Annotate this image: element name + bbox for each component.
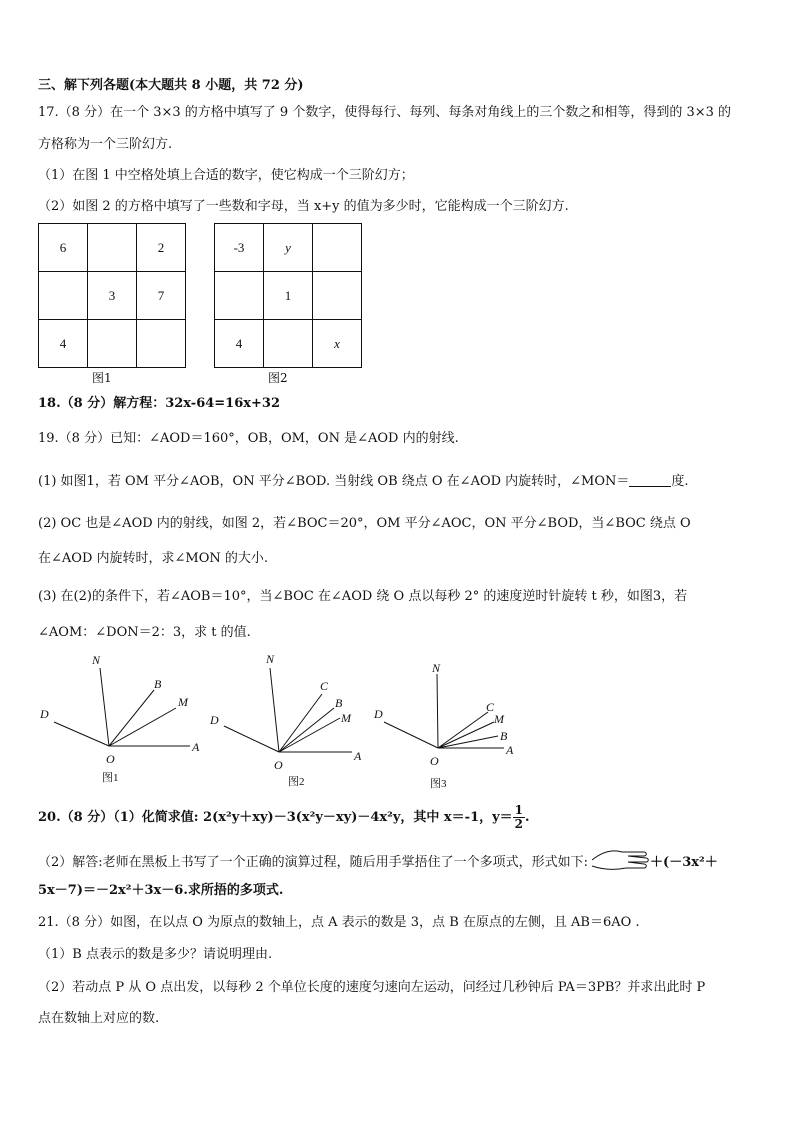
ray-OD	[54, 722, 109, 746]
fraction-denominator: 2	[514, 817, 524, 831]
label-B: B	[335, 696, 343, 710]
ray-ON	[437, 674, 438, 748]
grid1-cell: 6	[39, 224, 88, 272]
magic-square-1	[38, 223, 186, 368]
label-C: C	[320, 679, 329, 693]
label-M: M	[341, 711, 351, 725]
ray-OM	[279, 718, 340, 752]
q20-part1-end: .	[525, 810, 530, 825]
grid2-cell	[313, 272, 362, 320]
grid1-cell: 7	[137, 272, 186, 320]
q19-part2b: 在∠AOD 内旋转时，求∠MON 的大小.	[38, 551, 268, 566]
q21-part2b: 点在数轴上对应的数.	[38, 1011, 160, 1026]
grid1-cell: 3	[88, 272, 137, 320]
q20-part1	[38, 804, 530, 831]
ray-OD	[384, 722, 438, 748]
label-O: O	[430, 754, 439, 768]
ray-OM	[438, 722, 494, 748]
grid2-cell: 1	[264, 272, 313, 320]
q19-part1-end: 度.	[671, 474, 689, 489]
grid2-cell	[215, 272, 264, 320]
q20-part2c: 5x－7)＝－2x²＋3x－6.求所捂的多项式.	[38, 883, 284, 898]
hand-covering-icon	[588, 846, 650, 879]
ray-OD	[224, 726, 279, 752]
q18-text: 18.（8 分）解方程：32x-64=16x+32	[38, 396, 281, 411]
grid2-cell	[264, 320, 313, 368]
label-M: M	[178, 695, 188, 709]
q20-part1-text: 20.（8 分）（1）化简求值: 2(x²y＋xy)－3(x²y－xy)－4x²y，其中 x＝-1，y＝	[38, 810, 513, 825]
fraction-numerator: 1	[514, 803, 524, 817]
label-A: A	[506, 743, 514, 757]
label-N: N	[92, 653, 101, 667]
ray-OB	[109, 690, 154, 746]
grid1-cell: 4	[39, 320, 88, 368]
grid1-cell: 2	[137, 224, 186, 272]
q21-line1: 21.（8 分）如图，在以点 O 为原点的数轴上，点 A 表示的数是 3，点 B 在原点的左侧，且 AB＝6AO .	[38, 915, 640, 930]
grid1-cell	[88, 320, 137, 368]
label-D: D	[374, 707, 383, 721]
grid2-cell	[313, 224, 362, 272]
label-M: M	[494, 712, 504, 726]
q19-part3a: (3) 在(2)的条件下，若∠AOB＝10°，当∠BOC 在∠AOD 绕 O 点以每秒 2° 的速度逆时针旋转 t 秒，如图3，若	[38, 589, 688, 604]
q20-part2	[38, 846, 718, 879]
q21-part2a: （2）若动点 P 从 O 点出发，以每秒 2 个单位长度的速度匀速向左运动，问经过几秒钟后 PA＝3PB？并求出此时 P	[38, 980, 706, 995]
label-O: O	[106, 752, 115, 766]
label-O: O	[274, 758, 283, 772]
grid2-cell: 4	[215, 320, 264, 368]
q17-part1: （1）在图 1 中空格处填上合适的数字，使它构成一个三阶幻方；	[38, 168, 414, 183]
fig3-caption: 图3	[430, 778, 447, 790]
ray-OM	[109, 708, 176, 746]
grid2-cell: -3	[215, 224, 264, 272]
ray-ON	[270, 668, 279, 752]
angle-figure-2	[224, 668, 352, 752]
label-B: B	[154, 677, 162, 691]
q19-line1: 19.（8 分）已知：∠AOD＝160°，OB，OM，ON 是∠AOD 内的射线.	[38, 431, 459, 446]
fraction-half	[513, 804, 525, 831]
q17-part2: （2）如图 2 的方格中填写了一些数和字母，当 x+y 的值为多少时，它能构成一个三阶幻方.	[38, 199, 569, 214]
angle-figure-1	[54, 668, 190, 746]
q19-part1	[38, 472, 689, 492]
fig1-caption: 图1	[102, 772, 119, 784]
fig2-caption: 图2	[268, 371, 288, 385]
q17-line1: 17.（8 分）在一个 3×3 的方格中填写了 9 个数字，使得每行、每列、每条对角线上的三个数之和相等，得到的 3×3 的	[38, 105, 732, 120]
grid2-cell: x	[313, 320, 362, 368]
magic-square-2	[214, 223, 362, 368]
label-N: N	[432, 661, 441, 675]
label-D: D	[40, 707, 49, 721]
grid1-cell	[137, 320, 186, 368]
label-N: N	[266, 652, 275, 666]
label-D: D	[210, 713, 219, 727]
section-title: 三、解下列各题(本大题共 8 小题，共 72 分)	[38, 78, 304, 93]
fig1-caption: 图1	[92, 371, 112, 385]
grid2-cell: y	[264, 224, 313, 272]
q17-line2: 方格称为一个三阶幻方.	[38, 137, 173, 152]
ray-ON	[100, 668, 109, 746]
q19-part3b: ∠AOM：∠DON＝2：3，求 t 的值.	[38, 625, 251, 640]
label-A: A	[192, 740, 200, 754]
q21-part1: （1）B 点表示的数是多少？请说明理由.	[38, 947, 273, 962]
grid1-cell	[39, 272, 88, 320]
label-C: C	[486, 700, 495, 714]
angle-figures	[30, 648, 550, 793]
q19-part2a: (2) OC 也是∠AOD 内的射线，如图 2，若∠BOC＝20°，OM 平分∠AOC，ON 平分∠BOD，当∠BOC 绕点 O	[38, 516, 691, 531]
answer-blank	[629, 474, 671, 487]
q20-part2-text: （2）解答:老师在黑板上书写了一个正确的演算过程，随后用手掌捂住了一个多项式，形式如下:	[38, 855, 589, 870]
grid1-cell	[88, 224, 137, 272]
label-B: B	[500, 729, 508, 743]
q20-part2-cont: ＋(－3x²＋	[650, 855, 718, 870]
q19-part1-text: (1) 如图1，若 OM 平分∠AOB，ON 平分∠BOD. 当射线 OB 绕点 O 在∠AOD 内旋转时，∠MON＝	[38, 474, 630, 489]
label-A: A	[354, 749, 362, 763]
fig2-caption: 图2	[288, 776, 305, 788]
